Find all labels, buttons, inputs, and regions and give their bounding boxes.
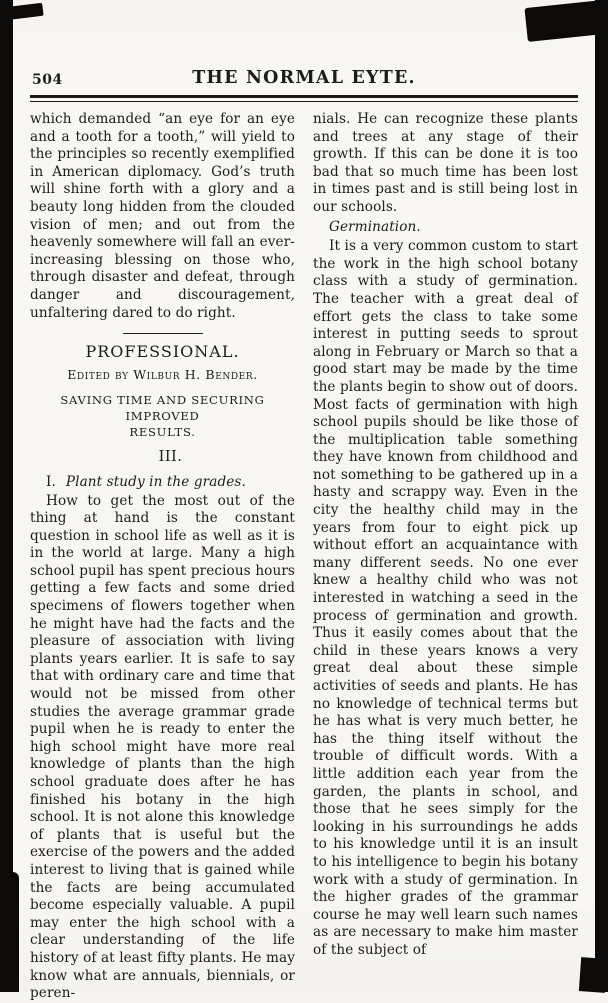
scan-edge-right — [595, 0, 608, 992]
left-continuation-paragraph: which demanded “an eye for an eye and a tooth for a tooth,” will yield to the principles so recently exemplified in American diplomacy. God’s truth will shine forth with a glory and a beauty long hidden from the clouded vision of men; and out from the heavenly somewhere will fall an ever-increasing blessing on those who, through disaster and defeat, through danger and discouragement, unfaltering dared to do right. — [30, 111, 295, 321]
right-column — [313, 111, 578, 1003]
page-header — [30, 68, 578, 92]
right-continuation-paragraph: nials. He can recognize these plants and trees at any stage of their growth. If this can be done it is too bad that so much time has been lost in times past and is still being lost in our schools. — [313, 111, 578, 215]
germination-subheading: Germination. — [329, 218, 421, 235]
scan-edge-left — [0, 0, 13, 992]
two-column-text — [30, 111, 578, 1003]
right-body-paragraph: It is a very common custom to start the work in the high school botany class with a study of germination. The teacher with a great deal of effort gets the class to take some interest in putting seeds to sprout along in February or March so that a good start may be made by the time the plants begin to show out of doors. Most facts of germination with high school pupils should be like those of the multiplication table something they have known from childhood and not something to be gathered up in a hasty and scrappy way. Even in the city the healthy child may in the years from four to eight pick up without effort an acquaintance with many different seeds. No one ever knew a healthy child who was not interested in watching a seed in the process of germination and growth. Thus it easily comes about that the child in these years knows a very great deal about these simple activities of seeds and plants. He has no knowledge of technical terms but he has what is very much better, he has the thing itself without the trouble of difficult words. With a little addition each year from the garden, the plants in school, and those that he sees simply for the looking in his surroundings he adds to his knowledge until it is an insult to his intelligence to begin his botany work with a study of germination. In the higher grades of the grammar course he may well learn such names as are necessary to make him master of the subject of — [313, 238, 578, 958]
subsection-title: Plant study in the grades. — [65, 473, 246, 490]
section-divider-rule — [123, 333, 203, 334]
publication-title: THE NORMAL EYTE. — [192, 68, 416, 88]
left-column — [30, 111, 295, 1003]
page-body — [13, 0, 595, 1002]
part-number: III. — [158, 449, 183, 466]
series-title-line2: RESULTS. — [129, 425, 196, 440]
subsection-heading — [30, 474, 295, 492]
page-number: 504 — [32, 72, 63, 88]
section-editor-line: Edited by Wilbur H. Bender. — [67, 366, 258, 382]
section-title: PROFESSIONAL. — [85, 342, 240, 362]
subsection-number: I. — [46, 473, 56, 490]
header-double-rule — [30, 95, 578, 102]
left-body-paragraph: How to get the most out of the thing at hand is the constant question in school life as well as it is in the world at large. Many a high school pupil has spent precious hours getting a few facts and some dried specimens of flowers together when he might have had the facts and the pleasure of association with living plants years earlier. It is safe to say that with ordinary care and time that would not be missed from other studies the average grammar grade pupil when he is ready to enter the high school might have more real knowledge of plants than the high school graduate does after he has finished his botany in the high school. It is not alone this knowledge of plants that is useful but the exercise of the powers and the added interest to living that is gained while the facts are being accumulated become especially valuable. A pupil may enter the high school with a clear understanding of the life history of at least fifty plants. He may know what are annuals, biennials, or peren- — [30, 492, 295, 1002]
series-title — [30, 392, 295, 440]
series-title-line1: SAVING TIME AND SECURING IMPROVED — [60, 393, 265, 424]
